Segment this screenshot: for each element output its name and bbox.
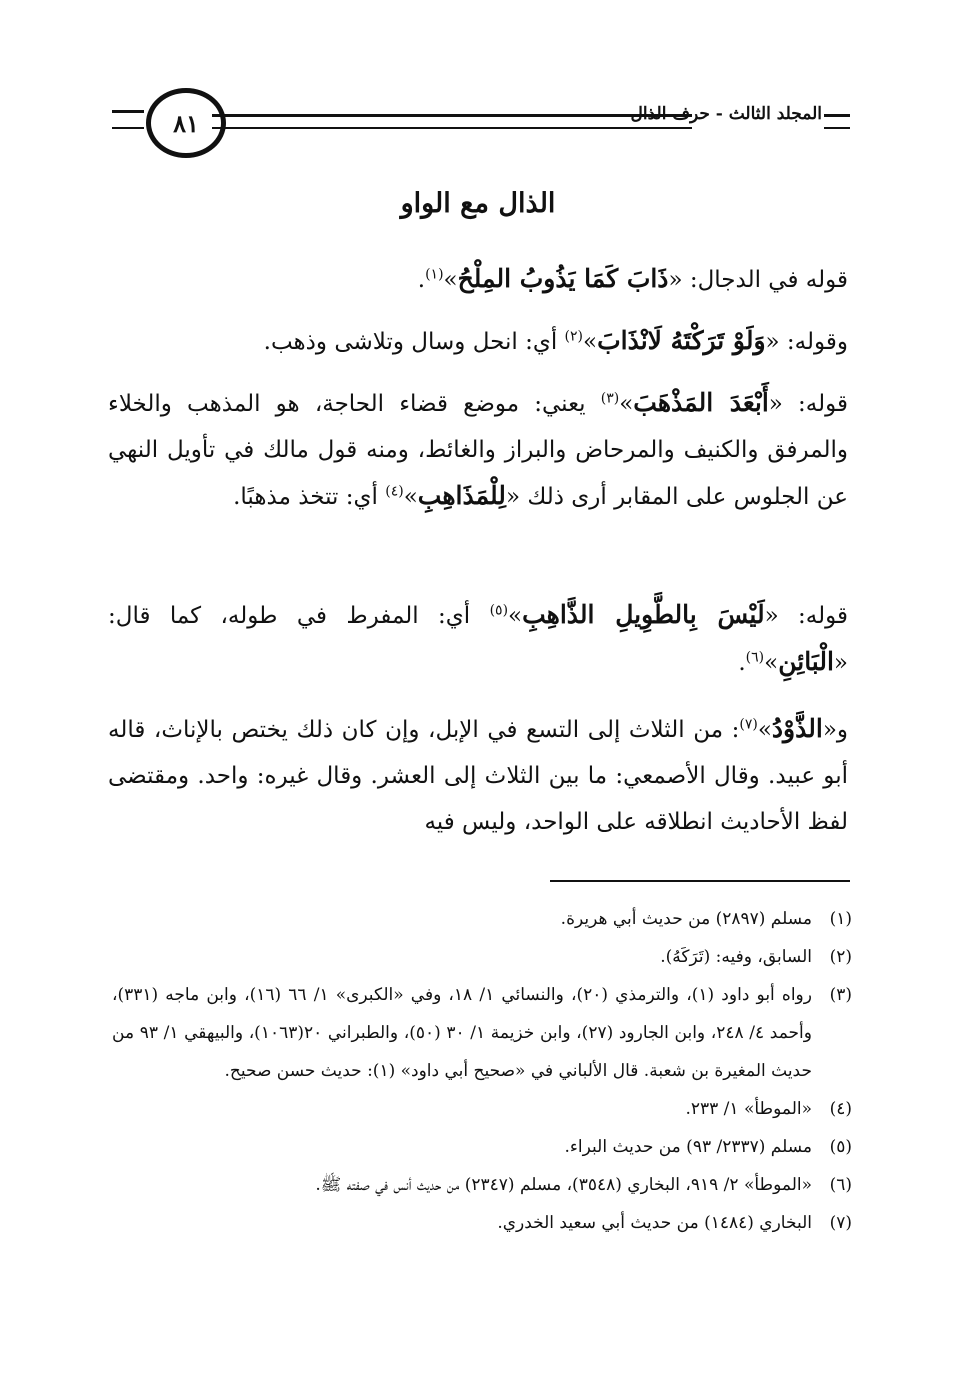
footnote-number: (١): [829, 909, 852, 929]
footnote: [112, 1090, 852, 1128]
footnote-text: رواه أبو داود (١)، والترمذي (٢٠)، والنسائي ١/ ١٨، وفي «الكبرى» ١/ ٦٦ (١٦)، وابن ماجه (٣٣١)، وأحمد ٤/ ٢٤٨، وابن الجارود (٢٧)، وابن خزيمة ١/ ٣٠ (٥٠)، والطبراني ٢٠(١٠٦٣)، والبيهقي ١/ ٩٣ من حديث المغيرة بن شعبة. قال الألباني في «صحيح أبي داود» (١): حديث حسن صحيح.: [112, 985, 812, 1081]
header-rule-right: [824, 114, 850, 129]
text: .: [738, 650, 746, 676]
text: »: [583, 329, 598, 355]
text: »: [403, 484, 418, 510]
headword: لِلْمَذَاهِبِ: [417, 481, 506, 510]
footnote-number: (٧): [829, 1213, 852, 1233]
text: قوله في الدجال: «: [668, 267, 848, 293]
text: »: [508, 603, 523, 629]
footnote-text: «الموطأ» ٢/ ٩١٩، البخاري (٣٥٤٨)، مسلم (٢٣٤٧) من حديث أنس في صفته ﷺ.: [315, 1175, 812, 1195]
text: »: [757, 717, 772, 743]
text: وقوله: «: [765, 329, 848, 355]
text: أي: تتخذ مذهبًا.: [233, 484, 386, 510]
footnote-text: مسلم (٢٣٣٧/ ٩٣) من حديث البراء.: [564, 1137, 812, 1157]
text: يعني: موضع قضاء الحاجة، هو المذهب والخلاء والمرفق والكنيف والمرحاض والبراز والغائط، ومنه قول مالك في تأويل النهي عن الجلوس على المقابر أرى ذلك «: [108, 391, 848, 510]
footnote-text: البخاري (١٤٨٤) من حديث أبي سعيد الخدري.: [497, 1213, 812, 1233]
footnote-separator: [550, 880, 850, 882]
header-rule-left: [112, 110, 144, 129]
paragraph-5: [108, 706, 848, 845]
footnote-number: (٥): [829, 1137, 852, 1157]
footnote-ref[interactable]: (٣): [600, 390, 620, 407]
text: و«: [822, 717, 848, 743]
paragraph-2: [108, 318, 848, 365]
text: »: [443, 267, 458, 293]
paragraph-4: [108, 592, 848, 686]
footnote: [112, 976, 852, 1090]
footnote-text: مسلم (٢٨٩٧) من حديث أبي هريرة.: [560, 909, 812, 929]
headword: لَيْسَ بِالطَّوِيلِ الذَّاهِبِ: [522, 600, 765, 629]
text: أي: انحل وسال وتلاشى وذهب.: [263, 329, 565, 355]
headword: وَلَوْ تَرَكْتَهُ لَانْذَابَ: [597, 326, 766, 355]
text: : من الثلاث إلى التسع في الإبل، وإن كان ذلك يختص بالإناث، قاله أبو عبيد. وقال الأصمعي: ما بين الثلاث إلى العشر. وقال غيره: واحد. ومقتضى لفظ الأحاديث انطلاقه على الواحد، وليس فيه: [108, 717, 848, 835]
text: أي: المفرط في طوله، كما قال: «: [108, 603, 848, 676]
footnote-ref[interactable]: (٤): [385, 483, 404, 500]
section-title: الذال مع الواو: [400, 188, 556, 219]
text: »: [764, 650, 779, 676]
text: .: [417, 267, 426, 293]
footnote: [112, 1166, 852, 1204]
headword: أَبْعَدَ المَذْهَبَ: [633, 388, 769, 417]
paragraph-1: [108, 256, 848, 303]
footnote-number: (٣): [829, 985, 852, 1005]
text: قوله: «: [768, 391, 848, 417]
footnote-text: السابق، وفيه: (تَرَكَهُ).: [660, 947, 812, 967]
headword: ذَابَ كَمَا يَذُوبُ المِلْحُ: [457, 264, 669, 293]
footnote-ref[interactable]: (٥): [489, 602, 509, 619]
footnote: [112, 938, 852, 976]
footnote-text: «الموطأ» ١/ ٢٣٣.: [685, 1099, 812, 1119]
headword: الْبَائِنِ: [778, 647, 834, 676]
running-title: المجلد الثالث - حرف الذال: [630, 104, 822, 124]
footnote-number: (٤): [829, 1099, 852, 1119]
headword: الذَّوْدُ: [771, 714, 823, 743]
footnote-number: (٢): [829, 947, 852, 967]
footnote-ref[interactable]: (٧): [739, 716, 758, 733]
footnote: [112, 1128, 852, 1166]
footnote-ref[interactable]: (٢): [564, 328, 584, 345]
footnote-number: (٦): [829, 1175, 852, 1195]
footnotes: [112, 900, 852, 1242]
header-rule-middle: [212, 114, 692, 129]
page-number: ٨١: [173, 108, 199, 138]
footnote: [112, 1204, 852, 1242]
paragraph-3: [108, 380, 848, 520]
footnote: [112, 900, 852, 938]
page-header: [112, 88, 850, 158]
text: قوله: «: [764, 603, 848, 629]
footnote-ref[interactable]: (٦): [745, 649, 765, 666]
text: »: [619, 391, 634, 417]
footnote-ref[interactable]: (١): [425, 266, 444, 283]
